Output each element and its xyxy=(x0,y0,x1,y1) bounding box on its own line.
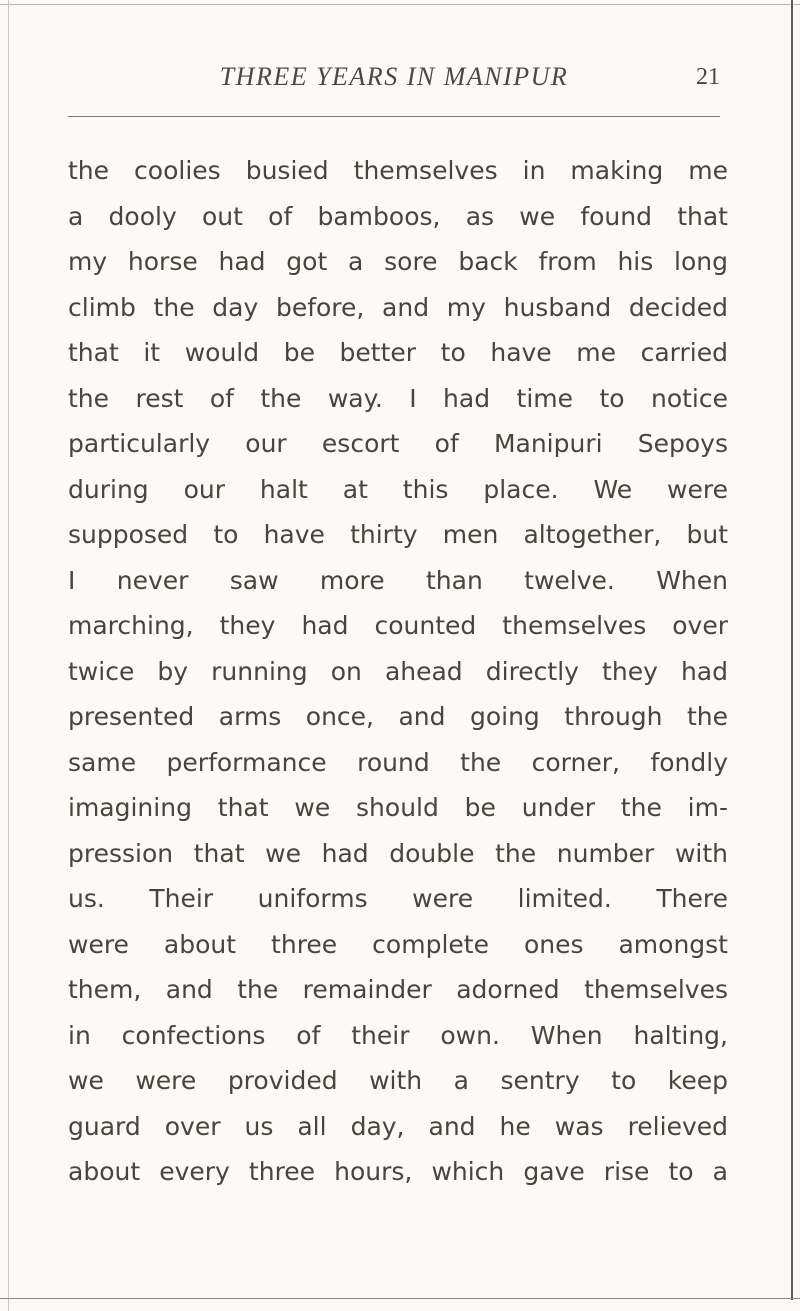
page-edge-left xyxy=(8,0,9,1311)
text-line: that it would be better to have me carried xyxy=(68,338,728,367)
text-line: marching, they had counted themselves over xyxy=(68,611,728,640)
text-line: twice by running on ahead directly they had xyxy=(68,656,728,686)
body-text xyxy=(68,148,728,1195)
page-number: 21 xyxy=(696,64,720,90)
text-line: the coolies busied themselves in making me xyxy=(68,156,728,185)
header-rule xyxy=(68,116,720,117)
text-line: us. Their uniforms were limited. There xyxy=(68,884,728,913)
text-line: same performance round the corner, fondly xyxy=(68,747,728,777)
text-line: particularly our escort of Manipuri Sepoys xyxy=(68,429,728,458)
page-edge-bottom xyxy=(0,1298,800,1299)
text-line: the rest of the way. I had time to notice xyxy=(68,383,728,413)
text-line: guard over us all day, and he was relieved xyxy=(68,1111,728,1141)
text-line: my horse had got a sore back from his long xyxy=(68,247,728,276)
text-line: pression that we had double the number with xyxy=(68,838,728,868)
page-edge-right xyxy=(791,0,793,1300)
text-line: were about three complete ones amongst xyxy=(68,929,728,959)
text-line: a dooly out of bamboos, as we found that xyxy=(68,201,728,231)
text-line: imagining that we should be under the im- xyxy=(68,793,728,822)
text-line: climb the day before, and my husband decided xyxy=(68,292,728,322)
text-line: during our halt at this place. We were xyxy=(68,474,728,504)
text-line: them, and the remainder adorned themselves xyxy=(68,975,728,1004)
page-edge-top xyxy=(0,4,800,5)
text-line: presented arms once, and going through the xyxy=(68,702,728,731)
running-title: THREE YEARS IN MANIPUR xyxy=(219,62,569,91)
text-line: supposed to have thirty men altogether, but xyxy=(68,520,728,549)
text-line: about every three hours, which gave rise to a xyxy=(68,1157,728,1186)
page-header xyxy=(68,60,720,100)
text-line: we were provided with a sentry to keep xyxy=(68,1066,728,1095)
text-line: in confections of their own. When halting, xyxy=(68,1020,728,1050)
text-line: I never saw more than twelve. When xyxy=(68,565,728,595)
